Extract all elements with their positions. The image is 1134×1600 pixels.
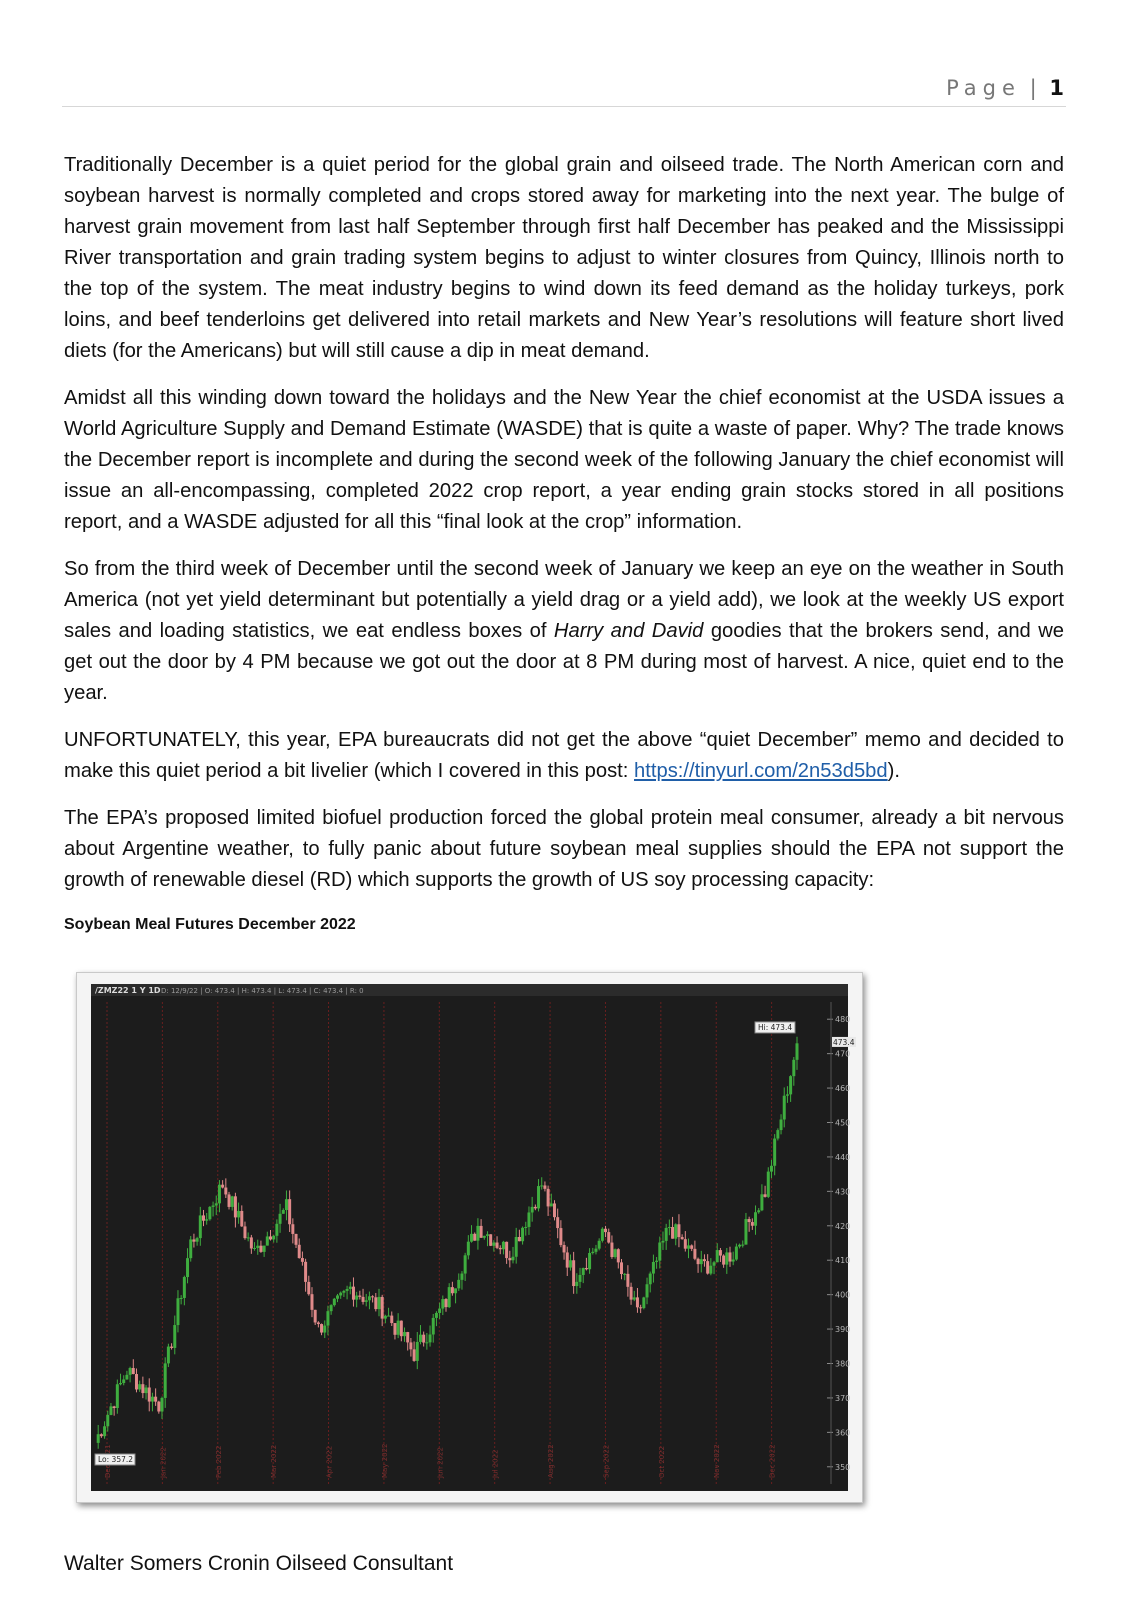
candle-body	[409, 1342, 412, 1349]
candle-body	[496, 1243, 499, 1248]
candle-body	[649, 1274, 652, 1285]
paragraph-5: The EPA’s proposed limited biofuel production forced the global protein meal consumer, already a bit nervous about Argentine weather, to fully panic about future soybean meal supplies should the EPA not support the growth of renewable diesel (RD) which supports the growth of US soy processing capacity:	[64, 807, 1064, 891]
candle-body	[199, 1215, 202, 1238]
y-tick-label: 380	[835, 1359, 851, 1369]
candle-body	[467, 1242, 470, 1256]
y-tick-label: 470	[835, 1049, 851, 1059]
candle-body	[135, 1374, 138, 1389]
candle-body	[377, 1297, 380, 1309]
page-number: 1	[1049, 76, 1064, 100]
candle-body	[505, 1242, 508, 1258]
candle-body	[556, 1217, 559, 1228]
candle-body	[161, 1398, 164, 1412]
candle-body	[594, 1249, 597, 1252]
candle-body	[406, 1332, 409, 1342]
tinyurl-link[interactable]: https://tinyurl.com/2n53d5bd	[634, 760, 888, 782]
candle-body	[457, 1280, 460, 1288]
candle-body	[320, 1324, 323, 1332]
y-tick-label: 480	[835, 1015, 851, 1025]
footer-author: Walter Somers Cronin Oilseed Consultant	[64, 1552, 454, 1575]
candle-body	[253, 1248, 256, 1249]
candle-body	[470, 1234, 473, 1242]
paragraph-4-text-b: ).	[887, 760, 900, 782]
candle-body	[716, 1250, 719, 1262]
candle-body	[524, 1227, 527, 1228]
candle-body	[585, 1268, 588, 1269]
y-tick-label: 440	[835, 1152, 851, 1162]
y-tick-label: 390	[835, 1325, 851, 1335]
candle-body	[295, 1234, 298, 1245]
candle-body	[792, 1060, 795, 1076]
candle-body	[224, 1188, 227, 1195]
candle-body	[279, 1214, 282, 1224]
candle-body	[269, 1236, 272, 1239]
candle-body	[786, 1094, 789, 1095]
article-body	[64, 150, 1064, 912]
candle-body	[540, 1185, 543, 1186]
y-tick-label: 430	[835, 1187, 851, 1197]
x-tick-label: May 2022	[380, 1443, 389, 1478]
candle-body	[419, 1335, 422, 1342]
candle-body	[304, 1262, 307, 1282]
candle-body	[374, 1297, 377, 1309]
candle-body	[432, 1318, 435, 1335]
candle-body	[690, 1245, 693, 1248]
page-header	[62, 76, 1064, 100]
candle-body	[508, 1258, 511, 1260]
candle-body	[148, 1387, 151, 1401]
last-price-label: 473.4	[833, 1037, 855, 1047]
candle-body	[537, 1186, 540, 1208]
candle-body	[770, 1166, 773, 1172]
candle-body	[492, 1243, 495, 1246]
candle-body	[183, 1277, 186, 1298]
candle-body	[527, 1212, 530, 1227]
lo-label: Lo: 357.2	[98, 1454, 134, 1464]
candle-body	[684, 1239, 687, 1249]
y-tick-label: 420	[835, 1221, 851, 1231]
candle-body	[215, 1203, 218, 1205]
candle-body	[301, 1258, 304, 1262]
candle-body	[240, 1211, 243, 1226]
candle-body	[697, 1259, 700, 1264]
candle-body	[393, 1323, 396, 1335]
candle-body	[732, 1260, 735, 1262]
candle-body	[473, 1234, 476, 1241]
x-tick-label: Sep 2022	[602, 1444, 611, 1478]
candle-body	[591, 1252, 594, 1253]
candle-body	[575, 1282, 578, 1286]
paragraph-4	[64, 725, 1064, 787]
candle-body	[665, 1228, 668, 1241]
candle-body	[789, 1076, 792, 1094]
candle-body	[601, 1229, 604, 1241]
y-tick-label: 370	[835, 1393, 851, 1403]
candle-body	[97, 1434, 100, 1443]
candle-body	[250, 1237, 253, 1248]
candle-body	[709, 1266, 712, 1274]
candle-body	[700, 1259, 703, 1264]
candle-body	[275, 1224, 278, 1236]
paragraph-2: Amidst all this winding down toward the holidays and the New Year the chief economist at the USDA issues a World Agriculture Supply and Demand Estimate (WASDE) that is quite a waste of paper. Why? The trade knows the December report is incomplete and during the second week of the following January the chief economist will issue an all-encompassing, completed 2022 crop report, a year ending grain stocks stored in all positions report, and a WASDE adjusted for all this “final look at the crop” information.	[64, 387, 1064, 533]
candle-body	[256, 1246, 259, 1248]
candle-body	[266, 1236, 269, 1245]
candle-body	[480, 1226, 483, 1238]
candle-body	[512, 1257, 515, 1261]
candle-body	[291, 1224, 294, 1234]
candle-body	[486, 1234, 489, 1236]
x-tick-label: Jul 2022	[491, 1449, 500, 1478]
candle-body	[349, 1287, 352, 1289]
candle-body	[610, 1243, 613, 1257]
candle-body	[706, 1261, 709, 1273]
candle-body	[247, 1237, 250, 1238]
candle-body	[438, 1309, 441, 1313]
candle-body	[687, 1245, 690, 1248]
candle-body	[416, 1342, 419, 1361]
candle-body	[342, 1291, 345, 1293]
candle-body	[132, 1368, 135, 1374]
candle-body	[285, 1199, 288, 1210]
candle-body	[741, 1245, 744, 1246]
candle-body	[116, 1384, 119, 1408]
candle-body	[339, 1293, 342, 1296]
candle-body	[129, 1368, 132, 1375]
candle-body	[138, 1384, 141, 1389]
chart-frame	[76, 972, 863, 1503]
candle-body	[476, 1226, 479, 1241]
paragraph-3	[64, 554, 1064, 709]
candle-body	[735, 1247, 738, 1260]
candle-body	[661, 1241, 664, 1243]
candle-body	[598, 1241, 601, 1249]
candle-body	[333, 1299, 336, 1305]
candle-body	[636, 1297, 639, 1307]
candle-body	[518, 1237, 521, 1241]
candle-body	[626, 1274, 629, 1287]
candle-body	[642, 1297, 645, 1308]
candle-body	[151, 1397, 154, 1402]
candle-body	[502, 1242, 505, 1249]
candle-body	[314, 1310, 317, 1323]
candle-body	[767, 1172, 770, 1197]
candle-body	[623, 1274, 626, 1275]
candle-body	[776, 1130, 779, 1138]
x-tick-label: Feb 2022	[214, 1445, 223, 1478]
y-tick-label: 450	[835, 1118, 851, 1128]
candle-body	[668, 1227, 671, 1228]
candle-body	[145, 1387, 148, 1393]
candle-body	[572, 1260, 575, 1286]
candle-body	[326, 1311, 329, 1325]
candle-body	[566, 1252, 569, 1267]
candle-body	[499, 1248, 502, 1249]
candle-body	[751, 1222, 754, 1226]
candle-body	[796, 1043, 799, 1060]
soybean-meal-chart	[91, 984, 855, 1491]
candle-body	[722, 1256, 725, 1265]
candle-body	[780, 1119, 783, 1130]
candle-body	[671, 1227, 674, 1239]
y-tick-label: 460	[835, 1084, 851, 1094]
candle-body	[773, 1139, 776, 1166]
candle-body	[677, 1224, 680, 1237]
candle-body	[397, 1321, 400, 1335]
candle-body	[336, 1295, 339, 1298]
candle-body	[547, 1189, 550, 1207]
chart-symbol: /ZMZ22 1 Y 1D	[95, 986, 161, 995]
candle-body	[543, 1185, 546, 1188]
candle-body	[563, 1245, 566, 1252]
x-tick-label: Oct 2022	[657, 1445, 666, 1478]
candle-body	[176, 1298, 179, 1325]
candle-body	[614, 1249, 617, 1257]
y-tick-label: 400	[835, 1290, 851, 1300]
candle-body	[298, 1245, 301, 1258]
candle-body	[368, 1296, 371, 1300]
candle-body	[212, 1206, 215, 1207]
candle-body	[330, 1305, 333, 1311]
candle-body	[384, 1316, 387, 1319]
candle-body	[748, 1219, 751, 1222]
candle-body	[559, 1228, 562, 1245]
paragraph-3-text-b: goodies that the brokers send, and we get out the door by 4 PM because we got out the door at 8 PM during most of harvest. A nice, quiet end to the year.	[64, 620, 1065, 704]
header-divider	[62, 106, 1066, 107]
candle-body	[192, 1239, 195, 1241]
candle-body	[103, 1426, 106, 1436]
candle-body	[352, 1287, 355, 1300]
candle-body	[231, 1196, 234, 1207]
candle-body	[460, 1274, 463, 1280]
candle-body	[639, 1307, 642, 1308]
candle-body	[167, 1347, 170, 1364]
candle-body	[534, 1207, 537, 1209]
candle-body	[387, 1316, 390, 1317]
candle-body	[196, 1238, 199, 1242]
candle-body	[483, 1236, 486, 1238]
candle-body	[429, 1334, 432, 1342]
candle-body	[550, 1203, 553, 1206]
candle-body	[744, 1219, 747, 1245]
candle-body	[125, 1375, 128, 1380]
candle-body	[655, 1261, 658, 1262]
candle-body	[757, 1210, 760, 1212]
page-word: Page	[946, 76, 1021, 100]
candle-body	[451, 1287, 454, 1293]
paragraph-4-text-a: UNFORTUNATELY, this year, EPA bureaucrats did not get the above “quiet December” memo and decided to make this quiet period a bit livelier (which I covered in this post:	[64, 729, 1064, 782]
candle-body	[693, 1249, 696, 1259]
x-tick-label: Apr 2022	[325, 1445, 334, 1478]
candle-body	[234, 1196, 237, 1217]
candle-body	[307, 1282, 310, 1294]
candle-body	[263, 1246, 266, 1252]
chart-caption: Soybean Meal Futures December 2022	[64, 916, 356, 933]
candle-body	[259, 1246, 262, 1252]
x-tick-label: Jun 2022	[436, 1447, 445, 1478]
candle-body	[288, 1199, 291, 1224]
candle-body	[282, 1210, 285, 1214]
candle-body	[617, 1249, 620, 1262]
candle-body	[728, 1252, 731, 1261]
candle-body	[658, 1243, 661, 1261]
candle-body	[531, 1207, 534, 1213]
candle-body	[180, 1298, 183, 1299]
candle-body	[422, 1335, 425, 1343]
x-tick-label: Dec 2022	[768, 1444, 777, 1478]
candle-body	[202, 1215, 205, 1220]
paragraph-1: Traditionally December is a quiet period for the global grain and oilseed trade. The North American corn and soybean harvest is normally completed and crops stored away for marketing into the next year. The bulge of harvest grain movement from last half September through first half December has peaked and the Mississippi River transportation and grain trading system begins to adjust to winter closures from Quincy, Illinois north to the top of the system. The meat industry begins to wind down its feed demand as the holiday turkeys, pork loins, and beef tenderloins get delivered into retail markets and New Year’s resolutions will feature short lived diets (for the Americans) but will still cause a dip in meat demand.	[64, 154, 1064, 362]
candle-body	[448, 1287, 451, 1307]
candle-body	[445, 1299, 448, 1307]
candle-body	[243, 1226, 246, 1238]
y-tick-label: 360	[835, 1428, 851, 1438]
x-tick-label: Aug 2022	[547, 1444, 556, 1478]
candle-body	[358, 1296, 361, 1297]
candle-body	[582, 1268, 585, 1275]
candle-body	[141, 1384, 144, 1393]
x-tick-label: Jan 2022	[159, 1447, 168, 1478]
candle-body	[323, 1326, 326, 1333]
candle-body	[435, 1313, 438, 1318]
candle-body	[652, 1262, 655, 1274]
candle-body	[106, 1415, 109, 1426]
candle-body	[170, 1347, 173, 1348]
y-tick-label: 410	[835, 1256, 851, 1266]
chart-background	[91, 984, 851, 1491]
candle-body	[272, 1236, 275, 1240]
candle-body	[553, 1203, 556, 1217]
candle-body	[237, 1211, 240, 1217]
candle-body	[365, 1300, 368, 1302]
candle-body	[454, 1288, 457, 1293]
candle-body	[633, 1297, 636, 1299]
candle-body	[725, 1252, 728, 1264]
candle-body	[208, 1207, 211, 1219]
page-separator: |	[1029, 76, 1037, 100]
candle-body	[189, 1239, 192, 1258]
candle-body	[355, 1296, 358, 1300]
candle-body	[764, 1194, 767, 1197]
candle-body	[489, 1234, 492, 1246]
paragraph-3-text-a: So from the third week of December until the second week of January we keep an eye on the weather in South America (not yet yield determinant but potentially a yield drag or a yield add), we look at the weekly US export sales and loading statistics, we eat endless boxes of	[64, 558, 1064, 642]
candle-body	[515, 1237, 518, 1257]
candle-body	[425, 1342, 428, 1343]
paragraph-3-italic: Harry and David	[553, 620, 704, 642]
candle-body	[218, 1185, 221, 1204]
chart-info-text: D: 12/9/22 | O: 473.4 | H: 473.4 | L: 473.4 | C: 473.4 | R: 0	[161, 987, 364, 995]
candle-body	[371, 1296, 374, 1297]
candle-body	[228, 1194, 231, 1206]
candle-body	[607, 1232, 610, 1242]
candle-body	[604, 1229, 607, 1232]
candle-body	[310, 1294, 313, 1310]
candle-body	[703, 1259, 706, 1261]
candle-body	[390, 1316, 393, 1323]
candle-body	[588, 1253, 591, 1269]
candle-body	[157, 1402, 160, 1412]
candle-body	[464, 1255, 467, 1273]
candle-body	[122, 1379, 125, 1383]
candle-body	[783, 1096, 786, 1120]
candle-body	[113, 1406, 116, 1408]
candle-body	[173, 1325, 176, 1348]
candle-body	[521, 1228, 524, 1241]
candle-body	[569, 1260, 572, 1267]
candle-body	[620, 1262, 623, 1274]
candle-body	[630, 1287, 633, 1300]
candle-body	[760, 1194, 763, 1210]
candle-body	[109, 1406, 112, 1415]
candle-body	[713, 1262, 716, 1265]
candle-body	[346, 1289, 349, 1291]
hi-label: Hi: 473.4	[758, 1022, 793, 1032]
x-tick-label: Mar 2022	[270, 1444, 279, 1478]
candle-body	[754, 1212, 757, 1226]
candle-body	[317, 1322, 320, 1324]
candle-body	[154, 1397, 157, 1402]
candle-body	[205, 1219, 208, 1220]
candle-body	[381, 1297, 384, 1319]
candle-body	[681, 1237, 684, 1239]
x-tick-label: Nov 2022	[713, 1444, 722, 1478]
candle-body	[164, 1363, 167, 1398]
candle-body	[579, 1275, 582, 1282]
candle-body	[221, 1185, 224, 1188]
candle-body	[646, 1284, 649, 1297]
candle-body	[400, 1321, 403, 1337]
candle-body	[119, 1383, 122, 1384]
candle-body	[413, 1349, 416, 1361]
candle-body	[186, 1258, 189, 1277]
y-tick-label: 350	[835, 1462, 851, 1472]
candle-body	[100, 1434, 103, 1436]
candle-body	[719, 1250, 722, 1255]
candle-body	[674, 1224, 677, 1238]
candle-body	[362, 1297, 365, 1302]
candle-body	[738, 1245, 741, 1247]
candle-body	[403, 1332, 406, 1336]
candle-body	[441, 1299, 444, 1308]
